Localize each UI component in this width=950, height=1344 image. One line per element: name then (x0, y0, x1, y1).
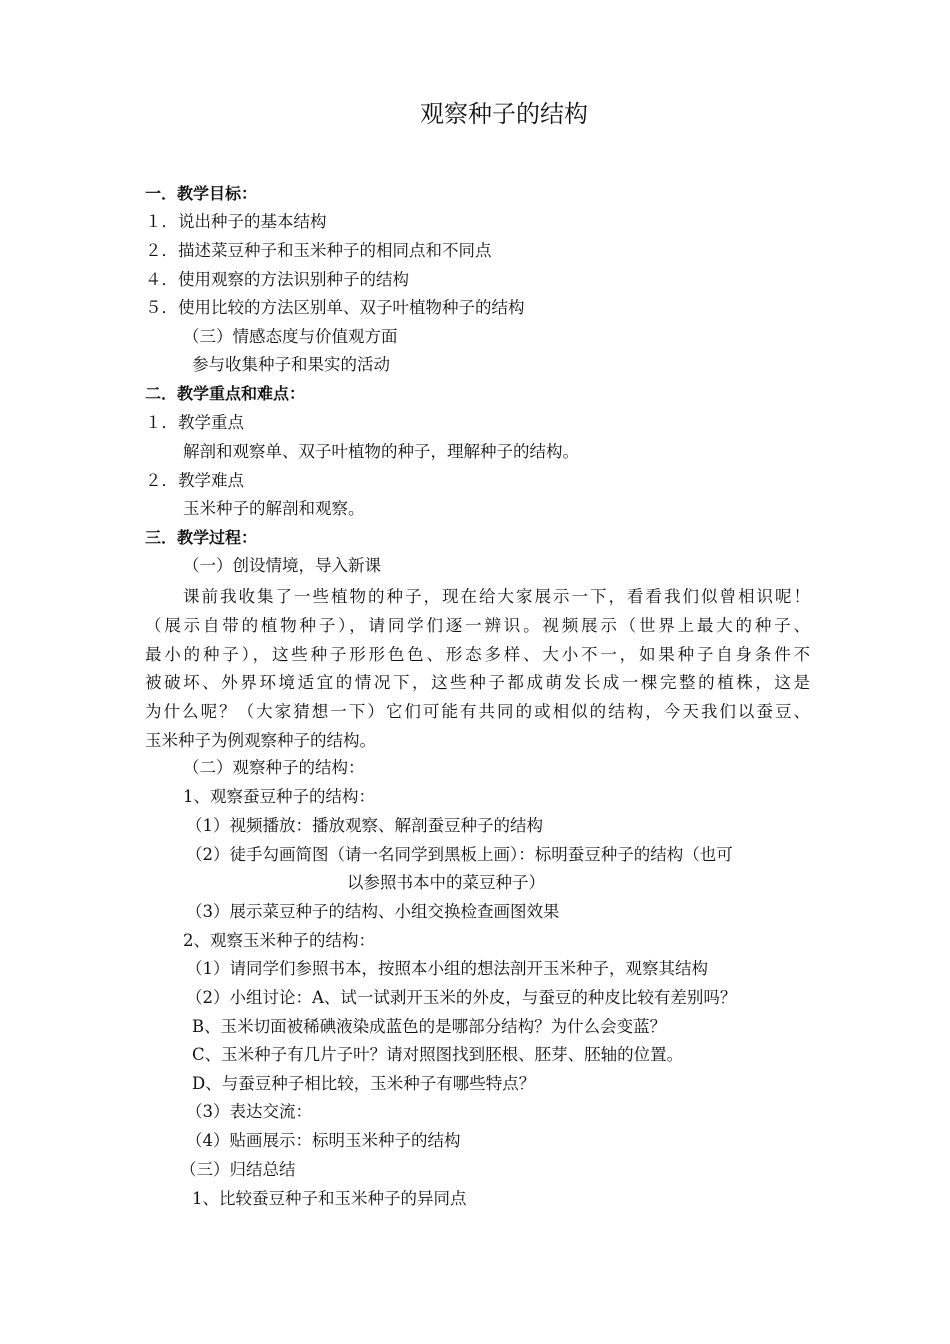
difficulty-item: ２．教学难点 (145, 471, 244, 490)
process-part3-heading: （三）归结总结 (180, 1160, 296, 1179)
summary-item: 1、比较蚕豆种子和玉米种子的异同点 (192, 1189, 467, 1208)
intro-paragraph (145, 583, 810, 756)
section-heading-process: 三．教学过程： (145, 528, 258, 547)
objective-item: ２．描述菜豆种子和玉米种子的相同点和不同点 (145, 241, 492, 260)
paragraph-line: 课前我收集了一些植物的种子，现在给大家展示一下，看看我们似曾相识呢！ (183, 587, 810, 606)
objective-subheading: （三）情感态度与价值观方面 (183, 327, 398, 346)
keypoint-item: １．教学重点 (145, 413, 244, 432)
corn-question: B、玉米切面被稀碘液染成蓝色的是哪部分结构？为什么会变蓝？ (192, 1017, 667, 1036)
corn-step: （4）贴画展示：标明玉米种子的结构 (186, 1131, 461, 1150)
paragraph-line: 玉米种子为例观察种子的结构。 (145, 730, 376, 750)
corn-step: （2）小组讨论：A、试一试剥开玉米的外皮，与蚕豆的种皮比较有差别吗？ (186, 988, 737, 1007)
paragraph-line: （展示自带的植物种子），请同学们逐一辨识。视频展示（世界上最大的种子、 (145, 615, 810, 635)
document-title: 观察种子的结构 (420, 100, 588, 128)
corn-question: C、玉米种子有几片子叶？请对照图找到胚根、胚芽、胚轴的位置。 (192, 1045, 684, 1064)
difficulty-text: 玉米种子的解剖和观察。 (183, 499, 365, 518)
keypoint-text: 解剖和观察单、双子叶植物的种子，理解种子的结构。 (183, 442, 579, 461)
bean-step-continuation: 以参照书本中的菜豆种子） (347, 873, 545, 892)
bean-step: （3）展示菜豆种子的结构、小组交换检查画图效果 (186, 902, 560, 921)
paragraph-line: 被破坏、外界环境适宜的情况下，这些种子都成萌发长成一棵完整的植株，这是 (145, 673, 810, 693)
bean-heading: 1、观察蚕豆种子的结构： (183, 787, 375, 806)
corn-question: D、与蚕豆种子相比较，玉米种子有哪些特点？ (192, 1074, 536, 1093)
section-heading-objectives: 一．教学目标： (145, 184, 258, 203)
corn-step: （3）表达交流： (186, 1102, 312, 1121)
corn-heading: 2、观察玉米种子的结构： (183, 931, 375, 950)
corn-step: （1）请同学们参照书本，按照本小组的想法剖开玉米种子，观察其结构 (186, 959, 708, 978)
objective-subtext: 参与收集种子和果实的活动 (192, 355, 390, 374)
bean-step: （1）视频播放：播放观察、解剖蚕豆种子的结构 (186, 816, 543, 835)
objective-item: １．说出种子的基本结构 (145, 212, 327, 231)
bean-step: （2）徒手勾画简图（请一名同学到黑板上画）：标明蚕豆种子的结构（也可 (186, 845, 733, 864)
paragraph-line: 为什么呢？（大家猜想一下）它们可能有共同的或相似的结构，今天我们以蚕豆、 (145, 702, 810, 722)
objective-item: ５．使用比较的方法区别单、双子叶植物种子的结构 (145, 298, 525, 317)
process-part2-heading: （二）观察种子的结构： (183, 758, 365, 777)
paragraph-line: 最小的种子），这些种子形形色色、形态多样、大小不一，如果种子自身条件不 (145, 644, 810, 664)
section-heading-keypoints: 二．教学重点和难点： (145, 384, 306, 403)
process-part1-heading: （一）创设情境，导入新课 (183, 556, 381, 575)
objective-item: ４．使用观察的方法识别种子的结构 (145, 270, 409, 289)
